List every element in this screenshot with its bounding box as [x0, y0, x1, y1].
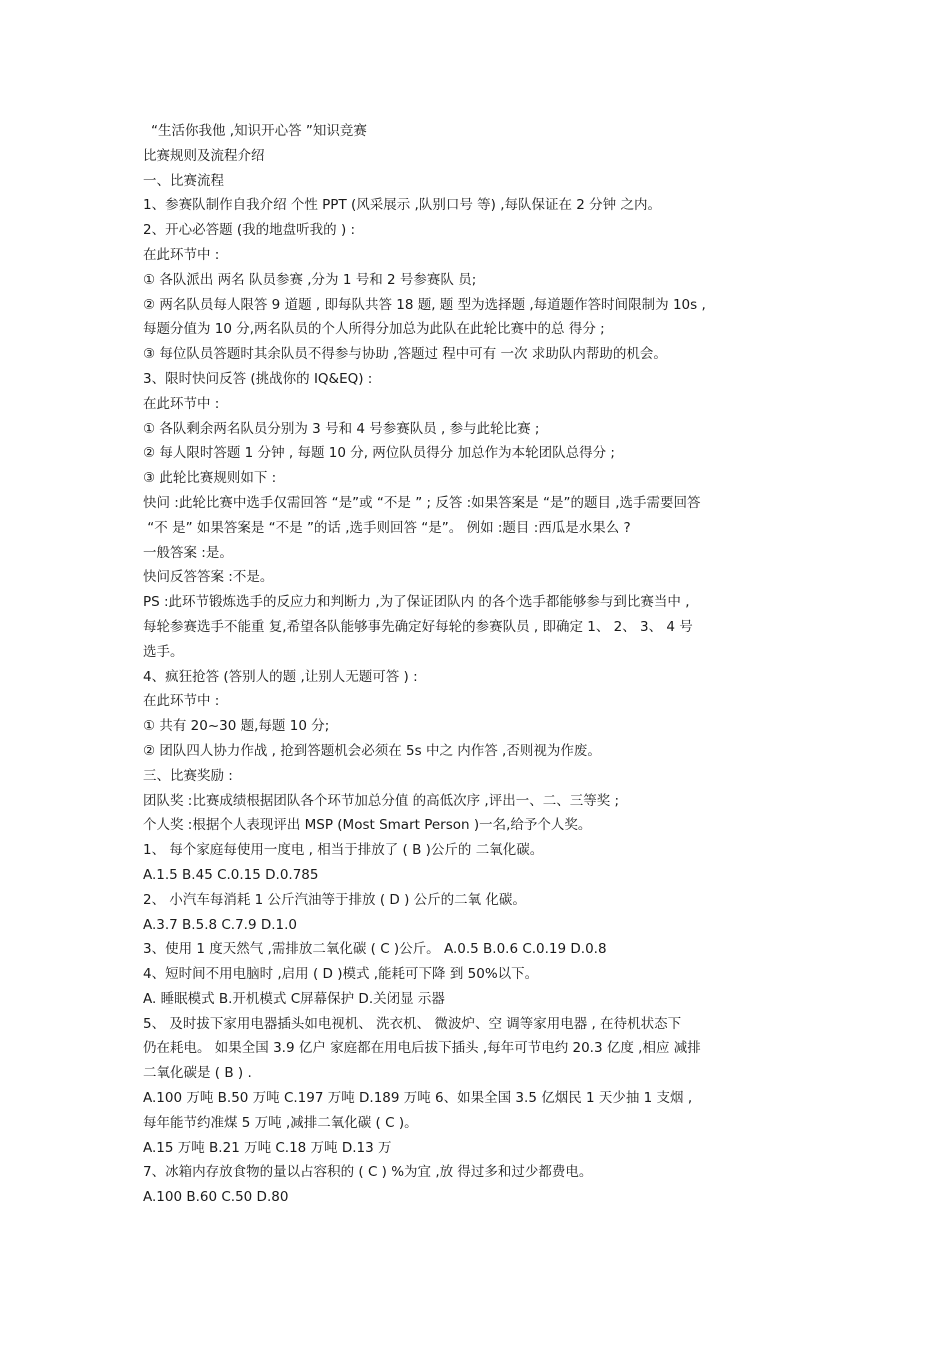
quiz-question: 二氧化碳是 ( B ) . [143, 1065, 252, 1082]
text-line: 快问 :此轮比赛中选手仅需回答 “是”或 “不是 ” ; 反答 :如果答案是 “是”的题目 ,选手需要回答 [143, 494, 701, 511]
quiz-question: 1、 每个家庭每使用一度电 , 相当于排放了 ( B )公斤的 二氧化碳。 [143, 842, 544, 859]
document-body [143, 119, 813, 1210]
text-line: ① 共有 20~30 题,每题 10 分; [143, 718, 330, 735]
text-line: 每轮参赛选手不能重 复,希望各队能够事先确定好每轮的参赛队员 , 即确定 1、 2、 3、 4 号 [143, 618, 693, 635]
quiz-question: 4、短时间不用电脑时 ,启用 ( D )模式 ,能耗可下降 到 50%以下。 [143, 966, 539, 983]
text-line: 3、限时快问反答 (挑战你的 IQ&EQ) : [143, 370, 373, 387]
quiz-options: A.100 万吨 B.50 万吨 C.197 万吨 D.189 万吨 6、如果全国 3.5 亿烟民 1 天少抽 1 支烟 , [143, 1090, 693, 1107]
text-line: 选手。 [143, 643, 184, 660]
text-line: 快问反答答案 :不是。 [143, 569, 274, 586]
quiz-question: 仍在耗电。 如果全国 3.9 亿户 家庭都在用电后拔下插头 ,每年可节电约 20.3 亿度 ,相应 减排 [143, 1040, 701, 1057]
section-subtitle: 比赛规则及流程介绍 [143, 147, 265, 164]
quiz-options: A.1.5 B.45 C.0.15 D.0.785 [143, 866, 319, 883]
quiz-question: 每年能节约准煤 5 万吨 ,减排二氧化碳 ( C )。 [143, 1114, 418, 1131]
text-line: 4、疯狂抢答 (答别人的题 ,让别人无题可答 ) : [143, 668, 418, 685]
text-line: ② 两名队员每人限答 9 道题 , 即每队共答 18 题, 题 型为选择题 ,每道题作答时间限制为 10s , [143, 296, 706, 313]
text-line: PS :此环节锻炼选手的反应力和判断力 ,为了保证团队内 的各个选手都能够参与到比赛当中 , [143, 594, 690, 611]
quiz-options: A. 睡眠模式 B.开机模式 C屏幕保护 D.关闭显 示器 [143, 990, 445, 1007]
text-line: ③ 每位队员答题时其余队员不得参与协助 ,答题过 程中可有 一次 求助队内帮助的机会。 [143, 346, 667, 363]
text-line: ② 每人限时答题 1 分钟 , 每题 10 分, 两位队员得分 加总作为本轮团队总得分 ; [143, 445, 615, 462]
section-heading: 三、比赛奖励 : [143, 767, 233, 784]
text-line: 在此环节中 : [143, 693, 220, 710]
text-line: 个人奖 :根据个人表现评出 MSP (Most Smart Person )一名,给予个人奖。 [143, 817, 592, 834]
text-line: 一般答案 :是。 [143, 544, 233, 561]
quiz-options: A.3.7 B.5.8 C.7.9 D.1.0 [143, 916, 297, 933]
text-line: “不 是” 如果答案是 “不是 ”的话 ,选手则回答 “是”。 例如 :题目 :西瓜是水果么 ? [143, 519, 631, 536]
text-line: ② 团队四人协力作战 , 抢到答题机会必须在 5s 中之 内作答 ,否则视为作废。 [143, 742, 601, 759]
text-line: 团队奖 :比赛成绩根据团队各个环节加总分值 的高低次序 ,评出一、二、三等奖 ; [143, 792, 620, 809]
text-line: 2、开心必答题 (我的地盘听我的 ) : [143, 222, 356, 239]
text-line: ① 各队剩余两名队员分别为 3 号和 4 号参赛队员 , 参与此轮比赛 ; [143, 420, 540, 437]
quiz-options: A.100 B.60 C.50 D.80 [143, 1189, 289, 1206]
text-line: 在此环节中 : [143, 395, 220, 412]
quiz-question: 3、使用 1 度天然气 ,需排放二氧化碳 ( C )公斤。 A.0.5 B.0.6 C.0.19 D.0.8 [143, 941, 607, 958]
text-line: 1、参赛队制作自我介绍 个性 PPT (风采展示 ,队别口号 等) ,每队保证在 2 分钟 之内。 [143, 197, 661, 214]
quiz-question: 7、冰箱内存放食物的量以占容积的 ( C ) %为宜 ,放 得过多和过少都费电。 [143, 1164, 593, 1181]
quiz-options: A.15 万吨 B.21 万吨 C.18 万吨 D.13 万 [143, 1139, 392, 1156]
document-title: “生活你我他 ,知识开心答 ”知识竞赛 [151, 123, 367, 139]
text-line: ③ 此轮比赛规则如下 : [143, 470, 277, 487]
section-heading: 一、比赛流程 [143, 172, 224, 189]
quiz-question: 5、 及时拔下家用电器插头如电视机、 洗衣机、 微波炉、空 调等家用电器 , 在待机状态下 [143, 1015, 682, 1032]
text-line: ① 各队派出 两名 队员参赛 ,分为 1 号和 2 号参赛队 员; [143, 271, 477, 288]
text-line: 在此环节中 : [143, 246, 220, 263]
text-line: 每题分值为 10 分,两名队员的个人所得分加总为此队在此轮比赛中的总 得分 ; [143, 321, 605, 338]
quiz-question: 2、 小汽车每消耗 1 公斤汽油等于排放 ( D ) 公斤的二氧 化碳。 [143, 891, 526, 908]
